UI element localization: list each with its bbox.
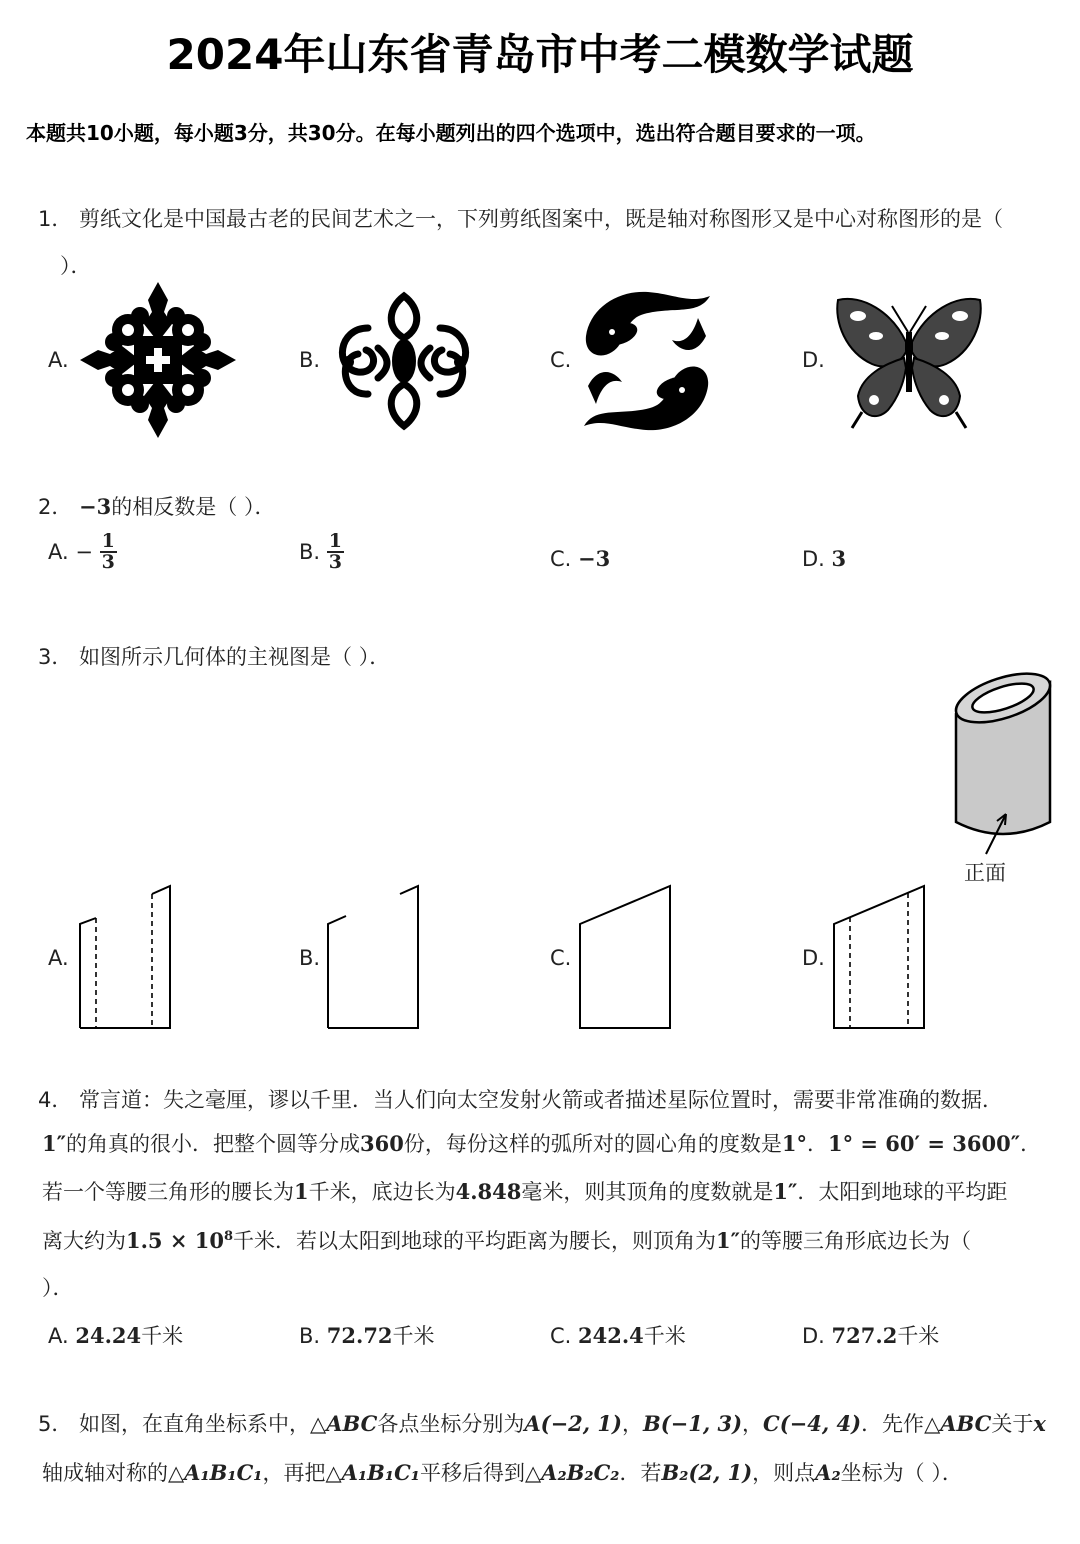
slanted-hollow-cylinder-figure: [950, 674, 1060, 884]
papercut-birds-figure: [578, 286, 716, 436]
q2-option-a-label: A.: [48, 540, 69, 564]
q1-option-c-label: C.: [550, 348, 572, 372]
q3-option-b-view: [326, 884, 422, 1032]
q3-option-d-view: [830, 884, 928, 1032]
q2-option-c-value: −3: [578, 546, 611, 571]
q2-option-d-label: D.: [802, 547, 825, 571]
q3-option-a-view: [76, 884, 176, 1032]
q2-option-b-label: B.: [299, 540, 321, 564]
q3-option-d-label: D.: [802, 946, 825, 970]
q5-stem-line2: 轴成轴对称的△A₁B₁C₁，再把△A₁B₁C₁平移后得到△A₂B₂C₂．若B₂(2, 1)，则点A₂坐标为（ ）．: [42, 1460, 963, 1485]
q4-option-b: B. 72.72千米: [299, 1323, 435, 1348]
q2-option-c: [550, 546, 610, 571]
q1-option-a-label: A.: [48, 348, 69, 372]
q4-option-a: A. 24.24千米: [48, 1323, 184, 1348]
q3-option-c-label: C.: [550, 946, 572, 970]
q2-stem-suffix: 的相反数是（ ）．: [111, 495, 276, 519]
page-title: 2024年山东省青岛市中考二模数学试题: [166, 30, 914, 79]
q1-option-b-label: B.: [299, 348, 321, 372]
q5-stem-line1: 5． 如图，在直角坐标系中，△ABC各点坐标分别为A(−2, 1)，B(−1, 3)，C(−4, 4)．先作△ABC关于x: [38, 1411, 1046, 1436]
papercut-butterfly-figure: [832, 292, 986, 430]
q3-option-c-view: [578, 884, 674, 1032]
q2-option-a: [48, 532, 117, 572]
q4-stem-line3: 若一个等腰三角形的腰长为1千米，底边长为4.848毫米，则其顶角的度数就是1″．太阳到地球的平均距: [42, 1179, 1008, 1204]
q1-stem-line2: ）．: [60, 254, 92, 278]
q4-stem-line1: 4． 常言道：失之毫厘，谬以千里．当人们向太空发射火箭或者描述星际位置时，需要非常准确的数据．: [38, 1088, 1004, 1112]
q3-stem: 3． 如图所示几何体的主视图是（ ）．: [38, 645, 391, 669]
q3-option-a-label: A.: [48, 946, 69, 970]
section-instructions: 本题共10小题，每小题3分，共30分。在每小题列出的四个选项中，选出符合题目要求的一项。: [26, 121, 876, 145]
front-view-label: 正面: [964, 861, 1006, 885]
q2-option-a-fraction: $\frac{1}{3}$: [101, 530, 115, 573]
q2-option-a-sign: −: [75, 540, 93, 564]
q2-stem-math: −3: [79, 494, 112, 519]
q2-stem-prefix: 2．: [38, 495, 80, 519]
q1-option-d-label: D.: [802, 348, 825, 372]
q1-stem-line1: 1． 剪纸文化是中国最古老的民间艺术之一，下列剪纸图案中，既是轴对称图形又是中心对称图形的是（: [38, 207, 1004, 231]
q4-stem-line2: 1″的角真的很小．把整个圆等分成360份，每份这样的弧所对的圆心角的度数是1°．1° = 60′ = 3600″．: [42, 1131, 1042, 1156]
q2-option-c-label: C.: [550, 547, 572, 571]
q2-option-d: [802, 546, 846, 571]
q4-stem-line5: ）．: [42, 1276, 74, 1300]
q2-option-d-value: 3: [831, 546, 847, 571]
q4-option-d: D. 727.2千米: [802, 1323, 940, 1348]
q2-option-b: [299, 532, 344, 572]
papercut-cross-figure: [80, 282, 236, 438]
q4-option-c: C. 242.4千米: [550, 1323, 686, 1348]
q2-option-b-fraction: $\frac{1}{3}$: [328, 530, 343, 573]
q3-option-b-label: B.: [299, 946, 321, 970]
q2-stem: [38, 491, 275, 521]
papercut-ornament-figure: [328, 288, 480, 434]
q4-stem-line4: 离大约为$1.5 \times 10^8$千米．若以太阳到地球的平均距离为腰长，则顶角为1″的等腰三角形底边长为（: [42, 1228, 972, 1253]
